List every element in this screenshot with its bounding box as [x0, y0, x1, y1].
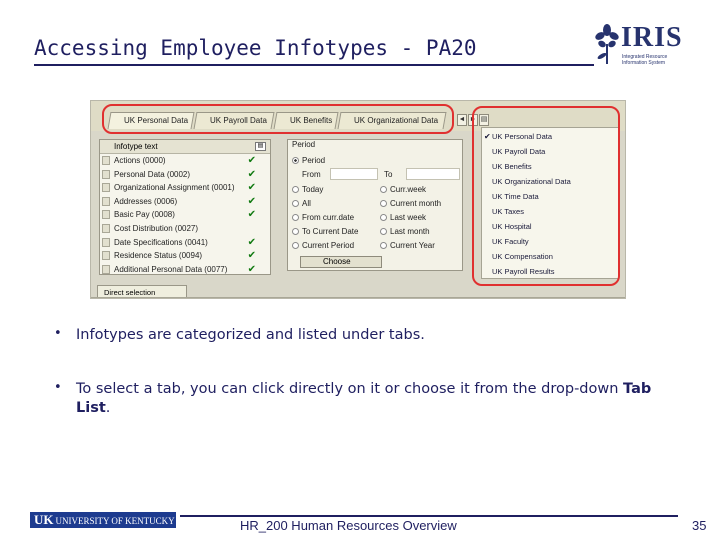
radio-label: Today [302, 185, 324, 194]
bullet-marker: • [54, 380, 62, 395]
bullet-marker: • [54, 326, 62, 341]
bullet-1: Infotypes are categorized and listed under tabs. [76, 327, 425, 343]
logo-wordmark: IRIS [621, 22, 683, 53]
tabs-callout [102, 104, 454, 134]
radio-icon [292, 228, 299, 235]
infotype-label: Addresses (0006) [114, 196, 178, 206]
infotype-row[interactable] [100, 154, 270, 168]
check-icon: ✔ [484, 132, 491, 141]
radio-label: From curr.date [302, 213, 355, 222]
radio-icon [380, 214, 387, 221]
check-icon: ✔ [247, 168, 256, 180]
infotype-label: Additional Personal Data (0077) [114, 264, 228, 274]
row-selector[interactable] [102, 265, 110, 274]
last-month-radio[interactable] [380, 226, 430, 237]
tab-list-callout [472, 106, 620, 286]
row-selector[interactable] [102, 156, 110, 165]
bullet-2-end: . [105, 400, 111, 416]
infotype-row[interactable] [100, 208, 270, 222]
page-number: 35 [692, 518, 707, 533]
current-month-radio[interactable] [380, 198, 441, 209]
infotype-row[interactable] [100, 195, 270, 209]
tab-label: UK Organizational Data [354, 116, 439, 125]
radio-icon [380, 200, 387, 207]
to-label: To [384, 170, 393, 179]
tab-list-label: UK Benefits [492, 162, 532, 171]
radio-label: Curr.week [390, 185, 427, 194]
period-tab[interactable]: Period [292, 140, 316, 149]
infotype-label: Basic Pay (0008) [114, 210, 175, 220]
radio-label: Last week [390, 213, 427, 222]
check-icon: ✔ [247, 155, 256, 166]
radio-label: To Current Date [302, 227, 359, 236]
from-date-input[interactable] [330, 168, 378, 180]
tab-list-term: Tab List [76, 381, 652, 416]
logo-subtitle-line1: Integrated Resource [622, 54, 668, 60]
tab-prev-button[interactable]: ◄ [457, 114, 467, 126]
radio-icon [380, 186, 387, 193]
infotype-row[interactable] [100, 181, 270, 195]
to-current-date-radio[interactable] [292, 226, 358, 237]
bullet-2 [76, 380, 656, 418]
infotype-header-label: Infotype text [114, 142, 158, 151]
radio-icon [380, 242, 387, 249]
tab-label: UK Benefits [290, 116, 333, 125]
choose-button[interactable]: Choose [300, 256, 382, 268]
tab-list-label: UK Payroll Data [492, 147, 546, 156]
radio-icon [292, 214, 299, 221]
radio-icon [380, 228, 387, 235]
footer-course: HR_200 Human Resources Overview [240, 518, 457, 533]
infotype-table [99, 139, 271, 275]
check-icon: ✔ [247, 236, 256, 248]
from-curr-date-radio[interactable] [292, 212, 354, 223]
tab-label: UK Personal Data [124, 116, 189, 125]
radio-label: Current Period [302, 241, 355, 250]
current-period-radio[interactable] [292, 240, 354, 251]
tab-list-label: UK Time Data [492, 192, 539, 201]
uk-logo-mark: UK [34, 512, 54, 527]
row-selector[interactable] [102, 183, 110, 192]
iris-logo [594, 22, 694, 72]
check-icon: ✔ [247, 195, 256, 207]
current-year-radio[interactable] [380, 240, 435, 251]
tab-next-button[interactable]: ► [468, 114, 478, 126]
uk-logo-name: UNIVERSITY OF KENTUCKY [55, 516, 175, 526]
row-selector[interactable] [102, 251, 110, 260]
flower-icon [594, 22, 620, 66]
radio-icon [292, 242, 299, 249]
tab-list-label: UK Compensation [492, 252, 553, 261]
infotype-label: Personal Data (0002) [114, 169, 191, 179]
row-selector[interactable] [102, 238, 110, 247]
tab-list-button[interactable]: ▤ [479, 114, 489, 126]
to-date-input[interactable] [406, 168, 460, 180]
bullet-2-text: To select a tab, you can click directly on it or choose it from the drop-down [76, 381, 624, 397]
uk-logo [30, 512, 176, 528]
today-radio[interactable] [292, 184, 323, 195]
last-week-radio[interactable] [380, 212, 426, 223]
radio-icon [292, 186, 299, 193]
infotype-row[interactable] [100, 236, 270, 250]
row-selector[interactable] [102, 170, 110, 179]
check-icon: ✔ [247, 263, 256, 275]
logo-subtitle [622, 54, 667, 66]
row-selector[interactable] [102, 224, 110, 233]
radio-label: Current Year [390, 241, 435, 250]
tab-list-label: UK Organizational Data [492, 177, 571, 186]
logo-subtitle-line2: Information System [622, 60, 666, 66]
row-selector[interactable] [102, 210, 110, 219]
title-underline [34, 64, 594, 66]
infotype-label: Residence Status (0094) [114, 251, 203, 261]
radio-selected-icon [292, 157, 299, 164]
tab-list-label: UK Payroll Results [492, 267, 555, 276]
tab-list-label: UK Taxes [492, 207, 524, 216]
slide-title: Accessing Employee Infotypes - PA20 [34, 36, 477, 60]
check-icon: ✔ [247, 182, 256, 194]
period-radio[interactable] [292, 155, 325, 166]
tab-list-label: UK Personal Data [492, 132, 553, 141]
tab-list-label: UK Hospital [492, 222, 532, 231]
screenshot-status-bar [91, 297, 626, 299]
radio-icon [292, 200, 299, 207]
footer-rule [180, 515, 678, 517]
infotype-row[interactable] [100, 263, 270, 277]
infotype-row[interactable] [100, 249, 270, 263]
period-panel [287, 139, 463, 271]
radio-label: Current month [390, 199, 442, 208]
infotype-label: Organizational Assignment (0001) [114, 183, 235, 193]
radio-label: Last month [390, 227, 430, 236]
period-radio-label: Period [302, 156, 326, 165]
radio-label: All [302, 199, 311, 208]
check-icon: ✔ [247, 209, 256, 221]
infotype-label: Actions (0000) [114, 156, 166, 165]
tab-list-label: UK Faculty [492, 237, 529, 246]
check-icon: ✔ [247, 250, 256, 262]
tab-label: UK Payroll Data [210, 116, 267, 125]
infotype-header [100, 140, 270, 154]
curr-week-radio[interactable] [380, 184, 426, 195]
infotype-row[interactable] [100, 222, 270, 236]
infotype-label: Cost Distribution (0027) [114, 224, 199, 233]
infotype-label: Date Specifications (0041) [114, 237, 208, 247]
from-label: From [302, 170, 321, 179]
all-radio[interactable] [292, 198, 311, 209]
infotype-row[interactable] [100, 168, 270, 182]
direct-selection-tab[interactable]: Direct selection [97, 285, 187, 299]
column-settings-button[interactable]: ▤ [255, 142, 266, 151]
row-selector[interactable] [102, 197, 110, 206]
